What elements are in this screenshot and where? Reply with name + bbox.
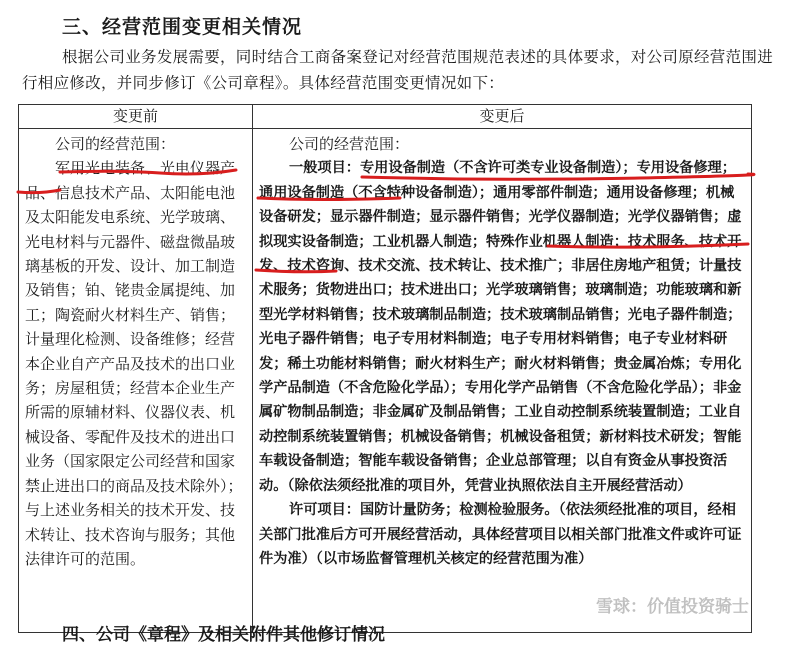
header-before: 变更前 — [19, 105, 253, 129]
intro-paragraph: 根据公司业务发展需要，同时结合工商备案登记对经营范围规范表述的具体要求，对公司原经营范围进行相应修改，并同步修订《公司章程》。具体经营范围变更情况如下： — [22, 48, 774, 92]
next-section-title: 四、公司《章程》及相关附件其他修订情况 — [62, 625, 385, 645]
header-after: 变更后 — [253, 105, 752, 129]
after-label: 公司的经营范围： — [289, 135, 410, 153]
before-label: 公司的经营范围： — [55, 135, 176, 153]
before-cell — [19, 129, 253, 633]
table-header-row — [19, 105, 752, 129]
table-row — [19, 129, 752, 633]
scope-change-table — [18, 104, 752, 633]
after-cell — [253, 129, 752, 633]
general-items — [259, 156, 747, 498]
license-text: 国防计量防务；检测检验服务。（依法须经批准的项目，经相关部门批准后方可开展经营活动，具体经营项目以相关部门批准文件或许可证件为准）（以市场监督管理机关核定的经营范围为准） — [259, 502, 742, 567]
watermark: 雪球：价值投资骑士 — [596, 597, 749, 617]
section-title: 三、经营范围变更相关情况 — [62, 16, 303, 38]
general-prefix: 一般项目： — [289, 160, 360, 177]
general-text: 专用设备制造（不含许可类专业设备制造）；专用设备修理；通用设备制造（不含特种设备制造）；通用零部件制造；通用设备修理；机械设备研发；显示器件制造；显示器件销售；光学仪器制造；光学仪器销售；虚拟现实设备制造；工业机器人制造；特殊作业机器人制造；技术服务、技术开发、技术咨询、技术交流、技术转让、技术推广；非居住房地产租赁；计量技术服务；货物进出口；技术进出口；光学玻璃销售；玻璃制造；功能玻璃和新型光学材料销售；技术玻璃制品制造；技术玻璃制品销售；光电子器件制造；光电子器件销售；电子专用材料制造；电子专用材料销售；电子专业材料研发；稀土功能材料销售；耐火材料生产；耐火材料销售；贵金属冶炼；专用化学产品制造（不含危险化学品）；专用化学产品销售（不含危险化学品）；非金属矿物制品制造；非金属矿及制品销售；工业自动控制系统装置制造；工业自动控制系统装置销售；机械设备销售；机械设备租赁；新材料技术研发；智能车载设备制造；智能车载设备销售；企业总部管理；以自有资金从事投资活动。（除依法须经批准的项目外，凭营业执照依法自主开展经营活动） — [259, 160, 742, 494]
license-prefix: 许可项目： — [289, 502, 360, 519]
before-scope-text: 军用光电装备、光电仪器产品、信息技术产品、太阳能电池及太阳能发电系统、光学玻璃、光电材料与元器件、磁盘微晶玻璃基板的开发、设计、加工制造及销售；铂、铑贵金属提纯、加工；陶瓷耐火材料生产、销售；计量理化检测、设备维修；经营本企业自产产品及技术的出口业务；房屋租赁；经营本企业生产所需的原辅材料、仪器仪表、机械设备、零配件及技术的进出口业务（国家限定公司经营和国家禁止进出口的商品及技术除外）；与上述业务相关的技术开发、技术转让、技术咨询与服务；其他法律许可的范围。 — [25, 159, 243, 568]
license-items — [259, 498, 747, 571]
